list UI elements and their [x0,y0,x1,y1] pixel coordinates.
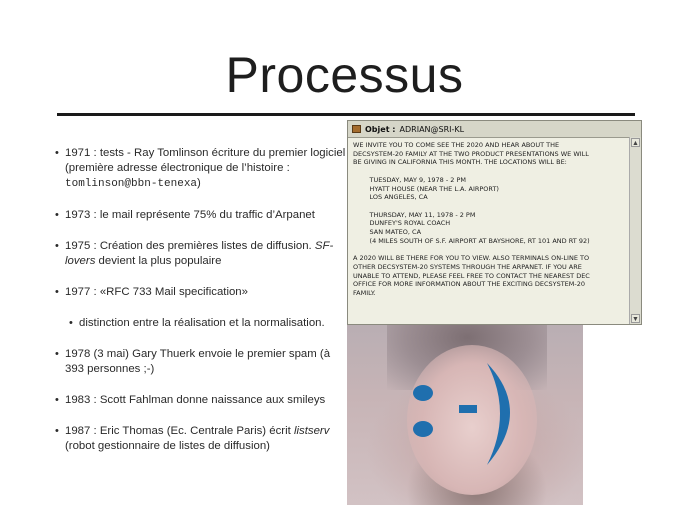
bullet-1971 [57,146,347,192]
bullet-1973 [57,208,347,223]
spam-email-window [347,120,642,325]
email-header [348,121,641,138]
email-sender: ADRIAN@SRI-KL [399,124,465,134]
smiley-emoticon-icon [347,325,583,505]
bullet-1971-close: ) [197,177,201,189]
smiley-mouth [487,363,510,465]
scroll-up-arrow-icon[interactable]: ▲ [632,140,639,147]
smiley-face-photo [347,325,583,505]
bullet-1987 [57,424,347,454]
subject-label: Objet : [365,124,396,134]
bullet-1975-text: 1975 : Création des premières listes de diffusion. [65,240,315,252]
bullet-1977 [57,285,347,300]
title-divider [57,113,635,116]
bullet-1973-text: 1973 : le mail représente 75% du traffic d’Arpanet [65,209,315,221]
bullet-1975-end: devient la plus populaire [95,255,222,267]
bullet-1977-text: 1977 : «RFC 733 Mail specification» [65,286,248,298]
mail-icon [352,125,361,133]
bullet-1983-text: 1983 : Scott Fahlman donne naissance aux smileys [65,394,326,406]
smiley-eye-bottom [413,421,433,437]
email-scrollbar[interactable] [629,137,641,324]
bullet-1971-text: 1971 : tests - Ray Tomlinson écriture du premier logiciel (première adresse électronique de l’histoire : [65,147,346,174]
email-body: WE INVITE YOU TO COME SEE THE 2020 AND HEAR ABOUT THE DECSYSTEM-20 FAMILY AT THE TWO PRODUCT PRESENTATIONS WE WILL BE GIVING IN CALIFORNIA THIS MONTH. THE LOCATIONS WILL BE: TUESDAY, MAY 9, 1978 - 2 PM HYATT HOUSE (NEAR THE L.A. AIRPORT) LOS ANGELES, CA THURSDAY, MAY 11, 1978 - 2 PM DUNFEY'S ROYAL COACH SAN MATEO, CA (4 MILES SOUTH OF S.F. AIRPORT AT BAYSHORE, RT 101 AND RT 92) A 2020 WILL BE THERE FOR YOU TO VIEW. ALSO TERMINALS ON-LINE TO OTHER DECSYSTEM-20 SYSTEMS THROUGH THE ARPANET. IF YOU ARE UNABLE TO ATTEND, PLEASE FEEL FREE TO CONTACT THE NEAREST DEC OFFICE FOR MORE INFORMATION ABOUT THE EXCITING DECSYSTEM-20 FAMILY. [353,141,590,297]
bullet-1987-text: 1987 : Eric Thomas (Ec. Centrale Paris) écrit [65,425,294,437]
sf-lovers-name: SF-lovers [65,240,334,267]
bullet-1977-sub [63,316,347,331]
first-email-address: tomlinson@bbn-tenexa [65,178,198,190]
bullet-1987-end: (robot gestionnaire de listes de diffusion) [65,440,270,452]
bullet-1975 [57,239,347,269]
bullet-1983 [57,393,347,408]
listserv-name: listserv [293,425,330,437]
smiley-nose [459,405,477,413]
slide-title: Processus [225,47,464,103]
bullet-1978 [57,347,347,377]
smiley-eye-top [413,385,433,401]
bullet-1977-sub-text: distinction entre la réalisation et la normalisation. [79,317,325,329]
bullet-list [57,146,347,470]
scroll-down-arrow-icon[interactable]: ▼ [632,316,639,323]
bullet-1978-text: 1978 (3 mai) Gary Thuerk envoie le premier spam (à 393 personnes ;-) [65,348,331,375]
